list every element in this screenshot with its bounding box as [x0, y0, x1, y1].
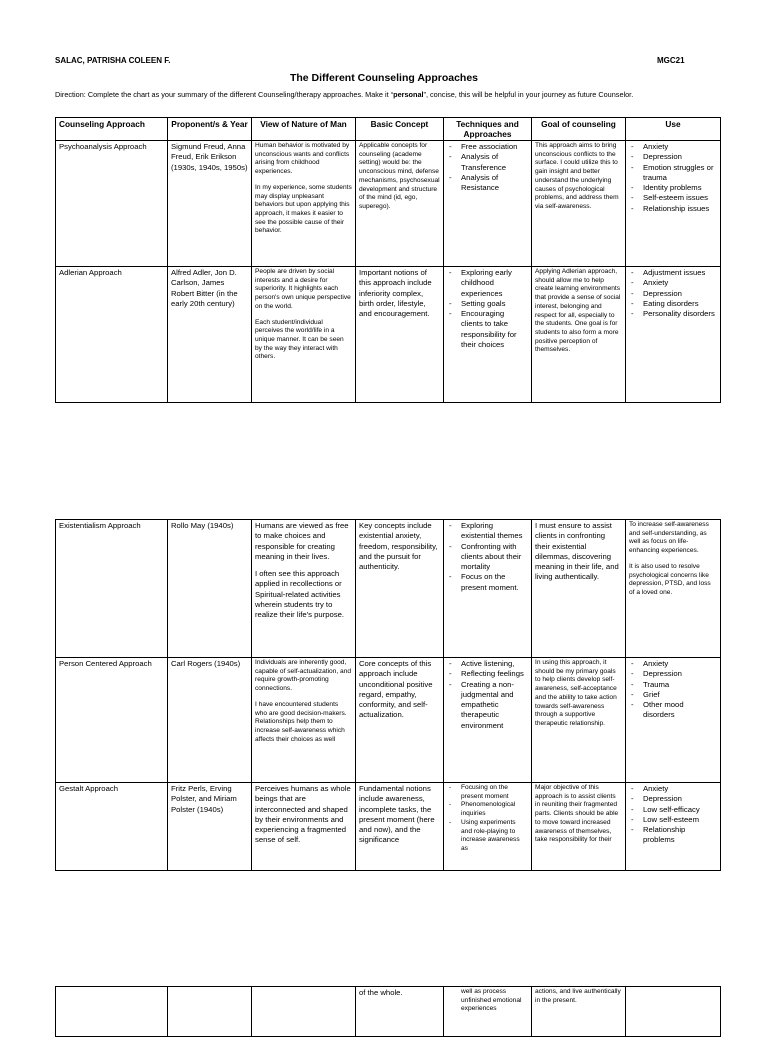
list-item: - Using experiments and role-playing to increase awareness as — [447, 819, 528, 854]
list-item: - Phenomenological inquiries — [447, 801, 528, 818]
approach-cell: Person Centered Approach — [56, 658, 168, 783]
table-row — [56, 141, 721, 267]
use-paragraph: To increase self-awareness and self-understanding, as well as focus on life-enhancing experiences. — [629, 521, 709, 555]
direction-post: ”, concise, this will be helpful in your journey as future Counselor. — [423, 90, 634, 99]
table-row — [56, 520, 721, 658]
column-header: Basic Concept — [356, 118, 444, 141]
student-name: SALAC, PATRISHA COLEEN F. — [55, 56, 171, 65]
proponents-cell: Rollo May (1940s) — [168, 520, 252, 658]
view-cell — [252, 658, 356, 783]
proponents-cell: Fritz Perls, Erving Polster, and Miriam Polster (1940s) — [168, 783, 252, 871]
list-item: - Low self-esteem — [629, 815, 717, 825]
list-item: - Relationship issues — [629, 204, 717, 214]
view-paragraph: In my experience, some students may display unpleasant behaviors but upon applying this approach, it makes it easier to see the possible cause of their behavior. — [255, 183, 352, 235]
list-item: - Confronting with clients about their mortality — [447, 542, 528, 573]
approaches-table-continuation — [55, 986, 721, 1037]
view-cell — [252, 267, 356, 403]
list-item: - Emotion struggles or trauma — [629, 163, 717, 184]
goal-cell: This approach aims to bring unconscious conflicts to the surface. I could utilize this to gain insight and better understand the underlying causes of psychological problems, and address them via self-awareness. — [532, 141, 626, 267]
view-paragraph: Individuals are inherently good, capable of self-actualization, and require growth-promoting connections. — [255, 659, 352, 693]
use-cell — [626, 267, 721, 403]
list-item: - Setting goals — [447, 299, 528, 309]
column-header: Goal of counseling — [532, 118, 626, 141]
use-paragraph: It is also used to resolve psychological concerns like depression, PTSD, and loss of a loved one. — [629, 562, 711, 596]
table-header-row — [56, 118, 721, 141]
list-item: - Depression — [629, 669, 717, 679]
goal-cell: Major objective of this approach is to assist clients in reuniting their fragmented parts. Clients should be able to move toward increased awareness of themselves, take responsibility for their — [532, 783, 626, 871]
goal-cell: actions, and live authentically in the present. — [532, 987, 626, 1037]
techniques-cell — [444, 520, 532, 658]
approach-cell: Existentialism Approach — [56, 520, 168, 658]
list-item: - Personality disorders — [629, 309, 717, 319]
page-title: The Different Counseling Approaches — [289, 72, 479, 84]
concept-cell: Key concepts include existential anxiety, freedom, responsibility, and the pursuit for authenticity. — [356, 520, 444, 658]
column-header: Use — [626, 118, 721, 141]
table-row — [56, 267, 721, 403]
list-item: - Self-esteem issues — [629, 193, 717, 203]
concept-cell: Applicable concepts for counseling (academe setting) would be: the unconscious mind, defense mechanisms, psychosexual development and structure of the mind (id, ego, superego). — [356, 141, 444, 267]
use-cell — [626, 987, 721, 1037]
list-item: - Focus on the present moment. — [447, 572, 528, 593]
view-cell — [252, 783, 356, 871]
concept-cell: of the whole. — [356, 987, 444, 1037]
view-paragraph: I have encountered students who are good decision-makers. Relationships help them to increase self-awareness which affects their choices as well — [255, 700, 347, 743]
approach-cell — [56, 987, 168, 1037]
course-code: MGC21 — [657, 56, 685, 65]
table-row — [56, 658, 721, 783]
direction-bold: personal — [393, 90, 424, 99]
view-paragraph: People are driven by social interests and a desire for superiority. It highlights each person's own unique perspective on the world. — [255, 268, 351, 310]
list-item: - Analysis of Resistance — [447, 173, 528, 194]
goal-cell: Applying Adlerian approach, should allow me to help create learning environments that provide a sense of social interest, belonging and respect for all, especially to the students. One goal is for students to also form a more positive perception of themselves. — [532, 267, 626, 403]
list-item: - Trauma — [629, 680, 717, 690]
list-item: - Encouraging clients to take responsibility for their choices — [447, 309, 528, 350]
goal-cell: I must ensure to assist clients in confronting their existential dilemmas, discovering meaning in their life, and living authentically. — [532, 520, 626, 658]
list-item: - Anxiety — [629, 784, 717, 794]
direction-text — [55, 90, 705, 100]
list-item: - Exploring existential themes — [447, 521, 528, 542]
list-item: - Depression — [629, 152, 717, 162]
table-row — [56, 987, 721, 1037]
list-item: - Active listening, — [447, 659, 528, 669]
approach-cell: Adlerian Approach — [56, 267, 168, 403]
column-header: View of Nature of Man — [252, 118, 356, 141]
column-header: Counseling Approach — [56, 118, 168, 141]
direction-pre: Direction: Complete the chart as your summary of the different Counseling/therapy approaches. Make it “ — [55, 90, 394, 99]
list-item: - Anxiety — [629, 142, 717, 152]
techniques-cell: well as process unfinished emotional experiences — [444, 987, 532, 1037]
list-item: - Relationship problems — [629, 825, 717, 846]
techniques-cell — [444, 267, 532, 403]
list-item: - Identity problems — [629, 183, 717, 193]
column-header: Techniques and Approaches — [444, 118, 532, 141]
goal-cell: In using this approach, it should be my primary goals to help clients develop self-awareness, self-acceptance and the ability to take action towards self-awareness through a supportive therapeutic relationship. — [532, 658, 626, 783]
use-cell — [626, 658, 721, 783]
view-paragraph: I often see this approach applied in recollections or Spiritual-related activities wherein students try to realize their life's purpose. — [255, 569, 345, 620]
list-item: - Anxiety — [629, 659, 717, 669]
proponents-cell: Carl Rogers (1940s) — [168, 658, 252, 783]
column-header: Proponent/s & Year — [168, 118, 252, 141]
concept-cell: Important notions of this approach include inferiority complex, birth order, lifestyle, and encouragement. — [356, 267, 444, 403]
approaches-table-part-1 — [55, 117, 721, 403]
table-row — [56, 783, 721, 871]
list-item: - Reflecting feelings — [447, 669, 528, 679]
concept-cell: Fundamental notions include awareness, incomplete tasks, the present moment (here and now), and the significance — [356, 783, 444, 871]
view-cell — [252, 141, 356, 267]
concept-cell: Core concepts of this approach include unconditional positive regard, empathy, conformity, and self-actualization. — [356, 658, 444, 783]
list-item: - Focusing on the present moment — [447, 784, 528, 801]
view-cell — [252, 520, 356, 658]
approaches-table-part-2 — [55, 519, 721, 871]
proponents-cell: Sigmund Freud, Anna Freud, Erik Erikson (1930s, 1940s, 1950s) — [168, 141, 252, 267]
list-item: - Anxiety — [629, 278, 717, 288]
view-paragraph: Each student/individual perceives the world/life in a unique manner. It can be seen by the way they interact with others. — [255, 318, 344, 361]
list-item: - Exploring early childhood experiences — [447, 268, 528, 299]
list-item: - Other mood disorders — [629, 700, 717, 721]
techniques-cell — [444, 658, 532, 783]
proponents-cell: Alfred Adler, Jon D. Carlson, James Robert Bitter (in the early 20th century) — [168, 267, 252, 403]
view-paragraph: Human behavior is motivated by unconscious wants and conflicts arising from childhood experiences. — [255, 142, 350, 176]
approach-cell: Psychoanalysis Approach — [56, 141, 168, 267]
proponents-cell — [168, 987, 252, 1037]
view-paragraph: Humans are viewed as free to make choices and responsible for creating meaning in their lives. — [255, 521, 349, 561]
list-item: - Eating disorders — [629, 299, 717, 309]
view-paragraph: Perceives humans as whole beings that are interconnected and shaped by their environments and experiencing a fragmented sense of self. — [255, 784, 351, 845]
techniques-cell — [444, 783, 532, 871]
use-cell — [626, 520, 721, 658]
list-item: - Adjustment issues — [629, 268, 717, 278]
list-item: - Free association — [447, 142, 528, 152]
list-item: - Low self-efficacy — [629, 805, 717, 815]
techniques-cell — [444, 141, 532, 267]
approach-cell: Gestalt Approach — [56, 783, 168, 871]
list-item: - Creating a non-judgmental and empathetic therapeutic environment — [447, 680, 528, 731]
view-cell — [252, 987, 356, 1037]
list-item: - Depression — [629, 289, 717, 299]
list-item: - Depression — [629, 794, 717, 804]
list-item: - Grief — [629, 690, 717, 700]
list-item: - Analysis of Transference — [447, 152, 528, 173]
use-cell — [626, 783, 721, 871]
use-cell — [626, 141, 721, 267]
